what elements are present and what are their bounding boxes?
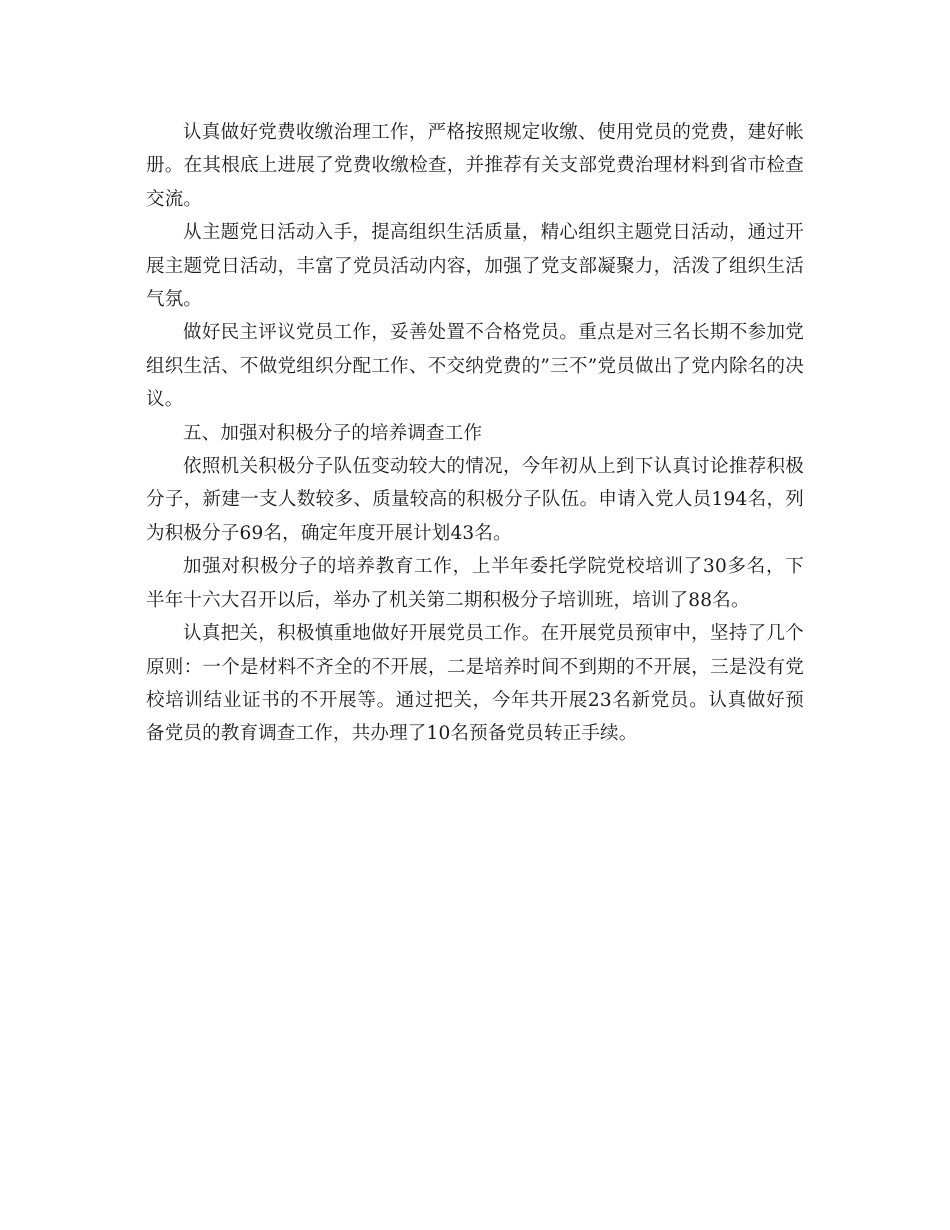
paragraph-democratic-review: 做好民主评议党员工作，妥善处置不合格党员。重点是对三名长期不参加党组织生活、不做党组织分配工作、不交纳党费的”三不”党员做出了党内除名的决议。 — [146, 322, 804, 411]
paragraph-party-dues: 认真做好党费收缴治理工作，严格按照规定收缴、使用党员的党费，建好帐册。在其根底上进展了党费收缴检查，并推荐有关支部党费治理材料到省市检查交流。 — [146, 122, 804, 210]
paragraph-activist-training: 加强对积极分子的培养教育工作，上半年委托学院党校培训了30多名，下半年十六大召开以后，举办了机关第二期积极分子培训班，培训了88名。 — [146, 556, 804, 611]
paragraph-theme-party-day: 从主题党日活动入手，提高组织生活质量，精心组织主题党日活动，通过开展主题党日活动，丰富了党员活动内容，加强了党支部凝聚力，活泼了组织生活气氛。 — [146, 222, 804, 311]
section-heading-activists: 五、加强对积极分子的培养调查工作 — [183, 422, 483, 444]
paragraph-member-development: 认真把关，积极慎重地做好开展党员工作。在开展党员预审中，坚持了几个原则：一个是材料不齐全的不开展，二是培养时间不到期的不开展，三是没有党校培训结业证书的不开展等。通过把关，今年共开展23名新党员。认真做好预备党员的教育调查工作，共办理了10名预备党员转正手续。 — [146, 623, 804, 745]
document-body — [146, 116, 804, 751]
paragraph-activist-team: 依照机关积极分子队伍变动较大的情况，今年初从上到下认真讨论推荐积极分子，新建一支人数较多、质量较高的积极分子队伍。申请入党人员194名，列为积极分子69名，确定年度开展计划43名。 — [146, 456, 804, 544]
